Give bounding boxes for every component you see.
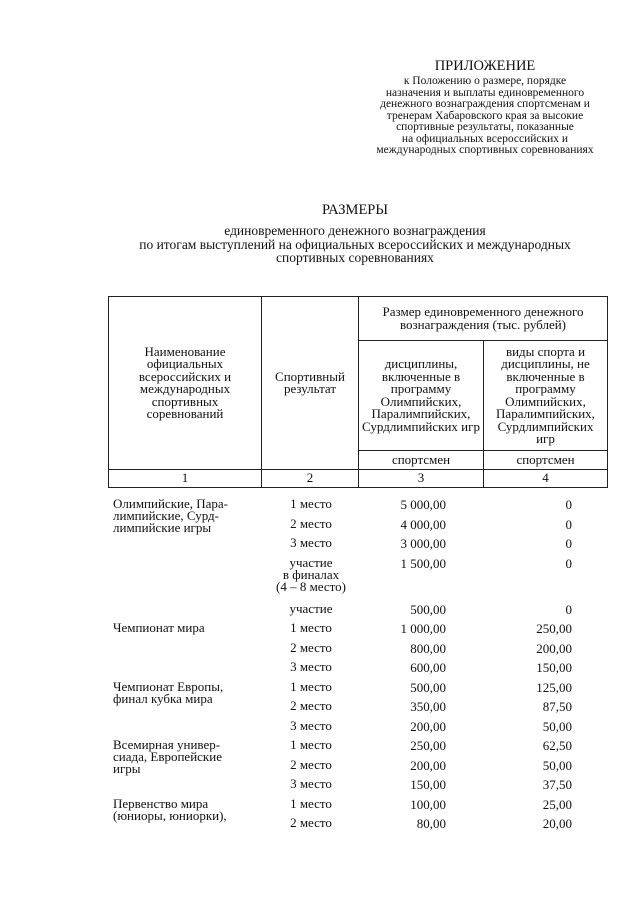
competition-cell: Чемпионат Европы, финал кубка мира (113, 678, 224, 706)
value-non-olympic-cell: 20,00 (542, 816, 572, 831)
competition-cell: Первенство мира (юниоры, юниорки), (113, 795, 227, 823)
header-col3: дисциплины, включенные в программу Олимпийских, Паралимпийских, Сурдлимпийских игр (359, 341, 484, 451)
table-row (0, 640, 640, 660)
table-row (0, 718, 640, 738)
appendix-block (360, 58, 610, 157)
appendix-line: международных спортивных соревнованиях (376, 144, 594, 156)
value-olympic-cell: 800,00 (410, 640, 446, 656)
appendix-title: ПРИЛОЖЕНИЕ (434, 58, 536, 74)
document-heading (70, 202, 640, 265)
result-cell: 2 место (290, 756, 332, 772)
table-row (0, 555, 640, 601)
value-non-olympic-cell: 0 (565, 601, 572, 617)
value-non-olympic-cell: 0 (565, 536, 572, 551)
value-olympic-cell: 100,00 (410, 796, 446, 812)
appendix-line: к Положению о размере, порядке (403, 75, 567, 87)
result-cell: 1 место (290, 620, 332, 635)
result-cell: 1 место (290, 737, 332, 752)
competition-cell: Чемпионат мира (113, 620, 205, 635)
result-cell: 1 место (290, 496, 332, 511)
header-group: Размер единовременного денежного вознаграждения (тыс. рублей) (359, 297, 608, 341)
value-non-olympic-cell: 200,00 (536, 640, 572, 656)
value-olympic-cell: 200,00 (410, 718, 446, 734)
value-olympic-cell: 4 000,00 (400, 516, 446, 532)
value-olympic-cell: 500,00 (410, 601, 446, 617)
value-olympic-cell: 200,00 (410, 757, 446, 773)
value-olympic-cell: 5 000,00 (400, 497, 446, 512)
value-olympic-cell: 500,00 (410, 679, 446, 695)
heading-line: по итогам выступлений на официальных всероссийских и международных (139, 236, 571, 252)
header-col2: Спортивный результат (262, 297, 359, 470)
table-row (0, 620, 640, 640)
table-header (108, 296, 608, 488)
value-olympic-cell: 150,00 (410, 777, 446, 792)
competition-cell: Всемирная универ- сиада, Европейские игры (113, 737, 222, 776)
result-cell: 1 место (290, 795, 332, 811)
appendix-line: назначения и выплаты единовременного (385, 86, 585, 99)
competition-cell: Олимпийские, Пара- лимпийские, Сурд- лимпийские игры (113, 496, 229, 535)
result-cell: 2 место (290, 515, 332, 531)
value-olympic-cell: 600,00 (410, 660, 446, 675)
value-non-olympic-cell: 0 (565, 516, 572, 532)
value-non-olympic-cell: 62,50 (542, 738, 572, 753)
value-non-olympic-cell: 87,50 (542, 699, 572, 714)
result-cell: 3 место (290, 717, 332, 733)
heading-title: РАЗМЕРЫ (321, 202, 389, 218)
value-non-olympic-cell: 150,00 (536, 660, 572, 675)
value-olympic-cell: 1 500,00 (400, 555, 446, 571)
value-olympic-cell: 350,00 (410, 699, 446, 714)
value-non-olympic-cell: 125,00 (536, 679, 572, 695)
value-olympic-cell: 250,00 (410, 738, 446, 753)
table-row (0, 757, 640, 777)
result-cell: участие в финалах (4 – 8 место) (275, 554, 346, 594)
value-olympic-cell: 3 000,00 (400, 536, 446, 551)
appendix-line: тренерам Хабаровского края за высокие (386, 109, 584, 122)
appendix-line: денежного вознаграждения спортсменам и (380, 98, 590, 110)
header-num1: 1 (109, 470, 262, 488)
result-cell: 3 место (290, 535, 332, 550)
value-non-olympic-cell: 50,00 (542, 757, 572, 773)
table-row (0, 698, 640, 718)
table-body (0, 496, 640, 835)
header-sub3: спортсмен (359, 451, 484, 470)
value-non-olympic-cell: 50,00 (542, 718, 572, 734)
value-olympic-cell: 1 000,00 (400, 621, 446, 636)
header-sub4: спортсмен (484, 451, 608, 470)
value-olympic-cell: 80,00 (416, 816, 446, 831)
result-cell: участие (289, 600, 333, 616)
result-cell: 2 место (290, 639, 332, 655)
result-cell: 2 место (290, 698, 332, 713)
result-cell: 1 место (290, 678, 332, 694)
table-row (0, 601, 640, 621)
header-num4: 4 (484, 470, 608, 488)
value-non-olympic-cell: 37,50 (542, 777, 572, 792)
header-col1: Наименование официальных всероссийских и международных спортивных соревнований (109, 297, 262, 470)
table-row (0, 659, 640, 679)
result-cell: 2 место (290, 815, 332, 830)
header-num3: 3 (359, 470, 484, 488)
appendix-line: на официальных всероссийских и (401, 132, 569, 145)
heading-line: единовременного денежного вознаграждения (224, 223, 486, 238)
header-num2: 2 (262, 470, 359, 488)
heading-line: спортивных соревнованиях (276, 250, 434, 265)
header-col4: виды спорта и дисциплины, не включенные в программу Олимпийских, Паралимпийских, Сурдлимпийских игр (484, 341, 608, 451)
table-row (0, 815, 640, 835)
value-non-olympic-cell: 250,00 (536, 621, 572, 636)
table-row (0, 535, 640, 555)
result-cell: 3 место (290, 776, 332, 791)
table-row (0, 776, 640, 796)
appendix-line: спортивные результаты, показанные (396, 121, 574, 133)
value-non-olympic-cell: 0 (565, 555, 572, 571)
result-cell: 3 место (290, 659, 332, 674)
value-non-olympic-cell: 0 (565, 497, 572, 512)
value-non-olympic-cell: 25,00 (542, 796, 572, 812)
table-row (0, 516, 640, 536)
